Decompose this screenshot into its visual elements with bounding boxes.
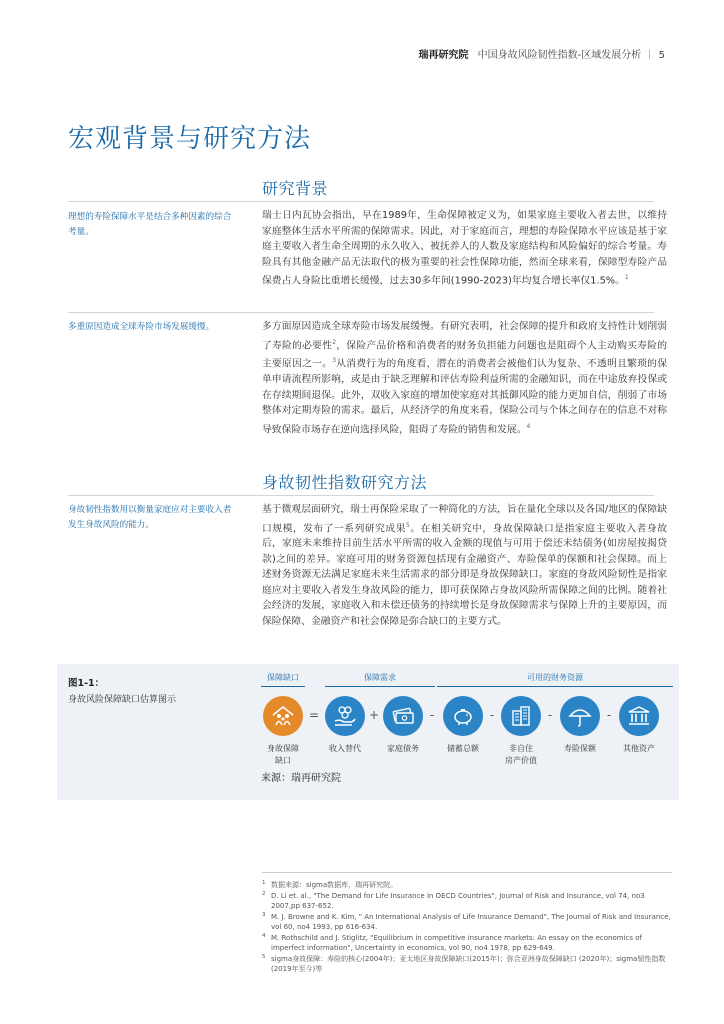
footnote-text: 数据来源：sigma数据库，瑞再研究院。 — [271, 881, 398, 889]
footnote — [262, 880, 672, 891]
footnote-divider — [262, 872, 672, 873]
side-note-slow-growth: 多重原因造成全球寿险市场发展缓慢。 — [68, 322, 215, 332]
operator: - — [606, 708, 612, 722]
family-house-icon — [263, 696, 303, 736]
footnote — [262, 954, 672, 975]
running-header — [418, 46, 665, 61]
paragraph-background-2 — [262, 319, 667, 437]
footnote-text: M. Rothschild and J. Stiglitz, "Equilibrium in competitive insurance markets: An essay on the economics of imperfect information", Uncertainty in economics, vol 90, no4 1978, pp 629-649. — [271, 933, 642, 952]
side-note-index-definition: 身故韧性指数用以衡量家庭应对主要收入者发生身故风险的能力。 — [68, 505, 232, 530]
footnote-ref: 1 — [624, 274, 629, 281]
operator: + — [368, 708, 380, 722]
group-bracket — [261, 686, 305, 687]
footnote-text: sigma身故保障：寿险的核心(2004年)；亚太地区身故保障缺口(2015年)；弥合亚洲身故保障缺口 (2020年)；sigma韧性指数(2019年至今)等 — [271, 954, 666, 973]
header-title: 中国身故风险韧性指数-区域发展分析 — [477, 50, 642, 61]
footnote — [262, 933, 672, 954]
footnote-number: 5 — [262, 953, 266, 960]
figure-item-label: 寿险保额 — [564, 744, 596, 753]
paragraph-background-1 — [262, 208, 667, 289]
building-icon — [501, 696, 541, 736]
paragraph-text: 。在相关研究中，身故保障缺口是指家庭主要收入者身故后，家庭未来维持目前生活水平所需的收入金额的现值与可用于偿还未结债务(如房屋按揭贷款)之间的差异。家庭可用的财务资源包括现有金融资产、寿险保单的保额和社会保障。而上述财务资源无法满足家庭未来生活需求的部分即是身故保障缺口。家庭的身故风险韧性是指家庭应对主要收入者发生身故风险的能力，即可获保障占身故风险所需保障之间的比例。随着社会经济的发展，家庭收入和未偿还债务的持续增长是身故保障需求与保障上升的主要原因，而保险保障、金融资产和社会保障是弥合缺口的主要方式。 — [262, 522, 668, 627]
paragraph-text: 多方面原因造成全球寿险市场发展缓慢。有研究表明，社会保障的提升和政府支持性计划削弱了寿险的必要性 — [262, 321, 667, 351]
section-divider — [68, 495, 654, 496]
operator: - — [547, 708, 553, 722]
footnote-ref: 3 — [332, 357, 337, 365]
operator: - — [489, 708, 495, 722]
footnote-text: M. J. Browne and K. Kim, " An International Analysis of Life Insurance Demand", The Journal of Risk and Insurance, vol 60, no4 1993, pp 616-634. — [271, 912, 671, 931]
group-bracket — [325, 686, 435, 687]
paragraph-text: 基于微观层面研究，瑞士再保险采取了一种简化的方法，旨在量化全球以及各国/地区的保障缺口规模，发布了一系列研究成果 — [262, 504, 667, 534]
figure-item-label: 其他资产 — [623, 744, 655, 753]
group-label-need: 保障需求 — [364, 673, 396, 682]
page-title: 宏观背景与研究方法 — [68, 124, 312, 154]
paragraph-text: 瑞士日内瓦协会指出，早在1989年，生命保障被定义为，如果家庭主要收入者去世，以维持家庭整体生活水平所需的保障需求。因此，对于家庭而言，理想的寿险保障水平应该是基于家庭主要收入者生命全周期的永久收入、被抚养人的人数及家庭结构和风险偏好的综合考量。寿险具有其他金融产品无法取代的极为重要的社会性保障功能，然而全球来看，保障型寿险产品保费占人身险比重增长缓慢，过去30多年间(1990-2023)年均复合增长率仅1.5%。 — [262, 210, 667, 287]
footnote — [262, 912, 672, 933]
footnote-text: D. Li et. al., "The Demand for Life Insurance in OECD Countries", Journal of Risk and Insurance, vol 74, no3 2007,pp 637-652. — [271, 891, 645, 910]
paragraph-method — [262, 502, 667, 629]
group-bracket — [437, 686, 673, 687]
figure-item-label: 非自住 房产价值 — [505, 744, 537, 765]
footnote-ref: 5 — [406, 521, 410, 529]
operator: = — [308, 708, 320, 722]
umbrella-icon — [560, 696, 600, 736]
piggy-bank-icon — [443, 696, 483, 736]
banknotes-icon — [383, 696, 423, 736]
section-divider — [68, 312, 654, 313]
footnote-number: 2 — [262, 890, 266, 897]
figure-source: 来源：瑞再研究院 — [261, 773, 341, 784]
footnote-number: 1 — [262, 880, 266, 886]
figure-label: 图1-1： — [68, 678, 105, 689]
group-label-gap: 保障缺口 — [267, 673, 299, 682]
figure-protection-gap — [57, 664, 679, 800]
group-label-resources: 可用的财务资源 — [527, 673, 583, 682]
figure-item-label: 储蓄总额 — [447, 744, 479, 753]
hand-coins-icon — [325, 696, 365, 736]
footnote-number: 4 — [262, 932, 266, 939]
section-divider — [68, 201, 654, 202]
section-heading-background: 研究背景 — [262, 179, 329, 198]
footnotes — [262, 880, 672, 975]
figure-item-label: 收入替代 — [329, 744, 361, 753]
header-brand: 瑞再研究院 — [418, 50, 469, 61]
side-note-ideal-coverage: 理想的寿险保障水平是结合多种因素的综合考量。 — [68, 212, 232, 237]
section-heading-method: 身故韧性指数研究方法 — [262, 473, 428, 492]
figure-item-label: 家庭债务 — [387, 744, 419, 753]
footnote — [262, 891, 672, 912]
bank-icon — [619, 696, 659, 736]
operator: - — [429, 708, 435, 722]
footnote-ref: 2 — [332, 338, 337, 346]
page-number: 5 — [658, 50, 665, 61]
footnote-ref: 4 — [526, 422, 531, 430]
header-divider — [649, 50, 650, 59]
figure-item-label: 身故保障 缺口 — [267, 744, 299, 765]
footnote-number: 3 — [262, 911, 266, 918]
paragraph-text: 从消费行为的角度看，潜在的消费者会被他们认为复杂、不透明且繁琐的保单申请流程所影响，或是由于缺乏理解和评估寿险利益所需的金融知识，而在中途放弃投保或在存续期间退保。此外，双收入家庭的增加使家庭对其抵御风险的能力更加自信，削弱了市场整体对定期寿险的需求。最后，从经济学的角度来看，保险公司与个体之间存在的信息不对称导致保险市场存在逆向选择风险，阻碍了寿险的销售和发展。 — [262, 358, 668, 435]
paragraph-text: ，保险产品价格和消费者的财务负担能力问题也是阻碍个人主动购买寿险的主要原因之一。 — [262, 339, 668, 370]
figure-caption: 身故风险保障缺口估算图示 — [68, 695, 177, 705]
